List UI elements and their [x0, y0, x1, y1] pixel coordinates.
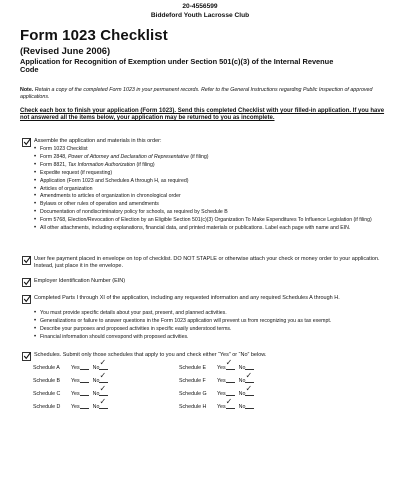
schedule-row-schedule-f: [179, 371, 254, 385]
schedule-label: Schedule B: [33, 378, 61, 384]
no-answer-blank[interactable]: [245, 402, 254, 409]
yes-label: Yes: [217, 391, 226, 397]
item-text: Completed Parts I through XI of the application, including any requested information and any required Schedules A through H.: [34, 295, 340, 301]
checkmark-icon: ✓: [99, 397, 107, 406]
item-text: Assemble the application and materials in this order:: [34, 138, 162, 144]
yes-label: Yes: [71, 378, 80, 384]
no-label: No: [238, 404, 246, 410]
checkbox[interactable]: [22, 352, 31, 361]
checkmark-icon: ✓: [245, 371, 253, 380]
yes-answer-blank[interactable]: [80, 402, 89, 409]
yes-label: Yes: [71, 391, 80, 397]
no-label: No: [238, 365, 246, 371]
note-label: Note.: [20, 87, 34, 93]
schedule-row-schedule-e: [179, 358, 254, 372]
bullet-item: • Describe your purposes and proposed activities in specific easily understood terms.: [34, 326, 374, 334]
schedule-label: Schedule H: [179, 404, 207, 410]
note-paragraph: [20, 87, 378, 101]
yes-answer-blank[interactable]: [226, 376, 235, 383]
bullet-text: Form 8821,: [40, 161, 68, 168]
bullet-item: • Form 5768, Election/Revocation of Election by an Eligible Section 501(c)(3) Organization To Make Expenditures To Influence Legislation (if filing): [34, 217, 374, 225]
schedule-label: Schedule G: [179, 391, 207, 397]
yes-answer-blank[interactable]: [226, 389, 235, 396]
form-subtitle: Application for Recognition of Exemption under Section 501(c)(3) of the Internal Revenue Code: [20, 57, 334, 75]
checkmark-icon: [23, 278, 31, 286]
bullet-list: [34, 310, 374, 342]
instruction-paragraph: Check each box to finish your application (Form 1023). Send this completed Checklist with your filled-in application. If you have not answered all the items below, your application may be returned to you as incomplete.: [20, 108, 385, 122]
bullet-item: • Amendments to articles of organization in chronological order: [34, 193, 374, 201]
bullet-item: [34, 154, 374, 162]
checkbox[interactable]: [22, 295, 31, 304]
checkmark-icon: [23, 138, 31, 146]
no-answer-blank[interactable]: [99, 384, 108, 396]
schedule-label: Schedule E: [179, 365, 207, 371]
bullet-item: • Financial information should correspond with proposed activities.: [34, 334, 374, 342]
no-label: No: [92, 404, 100, 410]
bullet-text: (if filing): [188, 153, 209, 160]
yes-answer-blank[interactable]: [225, 358, 235, 370]
item-text: Employer Identification Number (EIN): [34, 278, 126, 284]
checkmark-icon: ✓: [99, 384, 107, 393]
bullet-item: • Generalizations or failure to answer questions in the Form 1023 application will prevent us from recognizing you as tax exempt.: [34, 318, 374, 326]
schedule-row-schedule-d: [33, 397, 108, 411]
yes-answer-blank[interactable]: [225, 397, 235, 409]
checkmark-icon: ✓: [225, 358, 233, 367]
schedule-label: Schedule C: [33, 391, 61, 397]
bullet-item: • Articles of organization: [34, 186, 374, 194]
schedule-row-schedule-h: [179, 397, 254, 411]
bullet-list: [34, 146, 374, 233]
yes-label: Yes: [217, 365, 226, 371]
checkbox[interactable]: [22, 278, 31, 287]
bullet-item: [34, 162, 374, 170]
no-answer-blank[interactable]: [245, 384, 254, 396]
bullet-text: (if filing): [135, 161, 155, 168]
yes-label: Yes: [217, 404, 226, 410]
checkmark-icon: [23, 295, 31, 303]
form-name-italic: Power of Attorney and Declaration of Representative: [67, 153, 189, 160]
no-answer-blank[interactable]: [245, 371, 254, 383]
checkmark-icon: [23, 256, 31, 264]
no-answer-blank[interactable]: [245, 363, 254, 370]
item-text: Schedules. Submit only those schedules that apply to you and check either “Yes” or “No” below.: [34, 352, 267, 358]
form-name-italic: Tax Information Authorization: [67, 161, 136, 168]
bullet-text: Form 2848,: [40, 153, 68, 160]
no-answer-blank[interactable]: [99, 397, 108, 409]
bullet-item: • Application (Form 1023 and Schedules A through H, as required): [34, 178, 374, 186]
form-title: Form 1023 Checklist: [20, 27, 168, 44]
no-label: No: [92, 365, 100, 371]
yes-label: Yes: [217, 378, 226, 384]
no-label: No: [238, 391, 246, 397]
no-label: No: [92, 378, 100, 384]
yes-answer-blank[interactable]: [80, 376, 89, 383]
schedule-row-schedule-b: [33, 371, 108, 385]
note-text: Retain a copy of the completed Form 1023 in your permanent records. Refer to the General Instructions regarding Public Inspection of approved applications.: [20, 87, 373, 100]
checkmark-icon: [23, 352, 31, 360]
checkmark-icon: ✓: [245, 384, 253, 393]
schedule-row-schedule-c: [33, 384, 108, 398]
bullet-item: • Documentation of nondiscriminatory policy for schools, as required by Schedule B: [34, 209, 374, 217]
item-text: User fee payment placed in envelope on top of checklist. DO NOT STAPLE or otherwise attach your check or money order to your application. Instead, just place it in the envelope.: [34, 256, 380, 270]
club-name: Biddeford Youth Lacrosse Club: [150, 12, 250, 19]
checkbox[interactable]: [22, 138, 31, 147]
yes-answer-blank[interactable]: [80, 389, 89, 396]
revision-date: (Revised June 2006): [20, 45, 111, 56]
bullet-item: • Bylaws or other rules of operation and amendments: [34, 201, 374, 209]
schedule-label: Schedule F: [179, 378, 206, 384]
yes-label: Yes: [71, 404, 80, 410]
checkmark-icon: ✓: [99, 358, 107, 367]
no-label: No: [92, 391, 100, 397]
ein-header: 20-4556599: [182, 3, 218, 10]
bullet-item: • Expedite request (if requesting): [34, 170, 374, 178]
no-label: No: [238, 378, 246, 384]
no-answer-blank[interactable]: [99, 358, 108, 370]
schedule-label: Schedule D: [33, 404, 61, 410]
no-answer-blank[interactable]: [99, 371, 108, 383]
bullet-item: • You must provide specific details about your past, present, and planned activities.: [34, 310, 374, 318]
bullet-item: • All other attachments, including explanations, financial data, and printed materials or publications. Label each page with name and EIN.: [34, 225, 374, 233]
checkmark-icon: ✓: [225, 397, 233, 406]
checkmark-icon: ✓: [99, 371, 107, 380]
schedule-row-schedule-g: [179, 384, 254, 398]
yes-label: Yes: [71, 365, 80, 371]
bullet-item: • Form 1023 Checklist: [34, 146, 374, 154]
yes-answer-blank[interactable]: [80, 363, 89, 370]
schedule-row-schedule-a: [33, 358, 108, 372]
schedule-label: Schedule A: [33, 365, 60, 371]
checkbox[interactable]: [22, 256, 31, 265]
